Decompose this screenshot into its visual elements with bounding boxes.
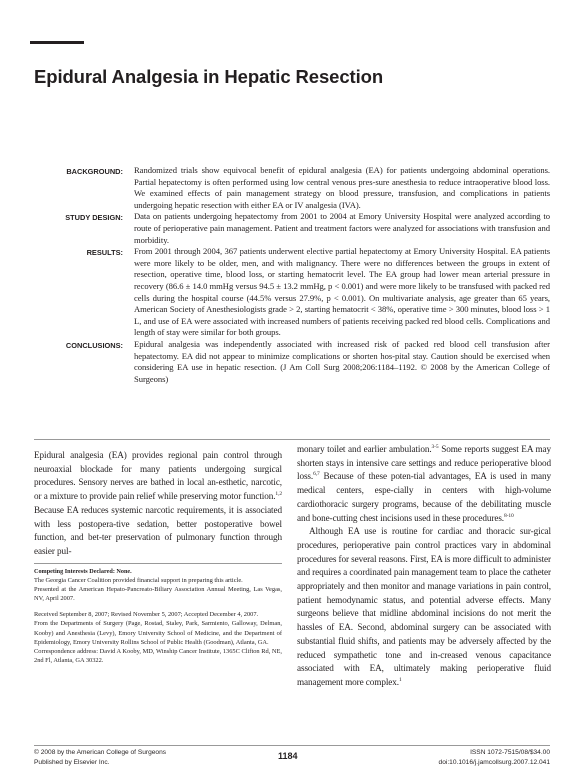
abstract-section-text: From 2001 through 2004, 367 patients underwent elective partial hepatectomy at Emory University Hospital. EA patients were more likely to be older, men, and with malignancy. There were no differences between the groups in extent of resection, operative time, blood loss, or starting hematocrit level. The EA group had lower mean arterial pressure in recovery (86.6 ± 14.0 mmHg versus 94.5 ± 13.2 mmHg, p < 0.001) and were more likely to be transfused with packed red cells during the hospital course (44.5% versus 27.9%, p < 0.001). On multivariate analysis, age greater than 65 years, American Society of Anesthesiologists grade > 2, starting hematocrit < 38%, operative time > 300 minutes, blood loss > 1 L, and use of EA were associated with increased numbers of patients receiving packed red blood cells. Complications and length of stay were similar for both groups. <box>134 246 550 338</box>
article-title: Epidural Analgesia in Hepatic Resection <box>34 66 384 87</box>
presented-note: Presented at the American Hepato-Pancreato-Biliary Association Annual Meeting, Las Vegas, NV, April 2007. <box>34 586 282 603</box>
abstract-section-label: RESULTS: <box>86 247 123 257</box>
body-column-left <box>34 449 282 559</box>
citation-superscript: 3-5 <box>431 443 439 450</box>
citation-superscript: 8-10 <box>504 512 514 519</box>
body-paragraph-2: Although EA use is routine for cardiac and thoracic sur-gical procedures, perioperative pain control practices vary in abdominal procedures for several reasons. First, EA is more difficult to administer and requires a coordinated pain management team to place the catheter appropriately and then monitor and manage variations in pain control, patient hemodynamic status, and potential adverse effects. Many surgeons believe that midline abdominal incisions do not merit the hassles of EA. Second, abdominal surgery can be associated with substantial fluid shifts, and patients may be adversely affected by the reduced sympathetic tone and in-creased venous capacitance associated with EA, ultimately making perioperative fluid management more complex.$^1$ <box>297 526 551 687</box>
citation-superscript: 1,2 <box>275 491 282 498</box>
footer-right <box>439 748 550 767</box>
abstract-section-text: Data on patients undergoing hepatectomy from 2001 to 2004 at Emory University Hospital were analyzed according to route of perioperative pain management. Patient and treatment factors were analyzed for associations with transfusion and morbidity. <box>134 211 550 245</box>
citation-superscript: 1 <box>398 676 402 683</box>
top-decorative-rule <box>30 41 84 44</box>
doi-link[interactable]: doi:10.1016/j.jamcollsurg.2007.12.041 <box>438 758 550 766</box>
footer-left <box>34 748 166 767</box>
abstract <box>34 165 550 385</box>
competing-interests: Competing Interests Declared: None. <box>34 568 132 575</box>
abstract-section <box>34 211 550 246</box>
abstract-section-label: CONCLUSIONS: <box>65 340 123 350</box>
departments-note: From the Departments of Surgery (Page, Rostad, Staley, Park, Sarmiento, Galloway, Delman, Kooby) and Anesthesia (Levy), Emory University School of Medicine, and the Department of Epidemiology, Emory University Rollins School of Public Health (Goodman), Atlanta, GA. <box>34 620 282 646</box>
correspondence-note: Correspondence address: David A Kooby, MD, Winship Cancer Institute, 1365C Clifton Rd, NE, 2nd Fl, Atlanta, GA 30322. <box>34 647 282 664</box>
abstract-section <box>34 246 550 339</box>
received-note: Received September 8, 2007; Revised November 5, 2007; Accepted December 4, 2007. <box>34 611 259 619</box>
abstract-section <box>34 339 550 385</box>
abstract-section-text: Randomized trials show equivocal benefit of epidural analgesia (EA) for patients undergoing abdominal operations. Partial hepatectomy is often performed using low central venous pres-sure anesthesia to reduce intraoperative blood loss. We examined effects of pain management strategy on blood pressure, transfusion, and complications in patients undergoing hepatic resection with either EA or IV analgesia (IVA). <box>134 165 550 210</box>
abstract-section-label: STUDY DESIGN: <box>65 212 123 222</box>
abstract-divider <box>34 439 550 440</box>
abstract-section-text: Epidural analgesia was independently associated with increased risk of packed red blood cell transfusion after hepatectomy. EA did not appear to minimize complications or shorten hos-pital stay. Caution should be exercised when considering EA use in hepatic resection. (J Am Coll Surg 2008;206:1184–1192. © 2008 by the American College of Surgeons) <box>134 338 550 384</box>
issn-text: ISSN 1072-7515/08/$34.00 <box>470 749 550 756</box>
abstract-section <box>34 165 550 211</box>
abstract-section-label: BACKGROUND: <box>66 166 123 176</box>
publisher-text: Published by Elsevier Inc. <box>34 758 110 766</box>
footnotes <box>34 563 282 665</box>
copyright-text: © 2008 by the American College of Surgeons <box>34 749 167 756</box>
footer-divider <box>34 745 550 746</box>
intro-paragraph: Epidural analgesia (EA) provides regional pain control through neuroaxial blockade for many patients undergoing surgical procedures. Sensory nerves are bathed in local an-esthetic, narcotic, or a mixture to provide pain relief while preserving motor function.$^{1,2}$ Because EA reduces systemic narcotic requirements, it is associated with less postopera-tive sedation, better postoperative bowel function, and bet-ter preservation of pulmonary function through easier pul- <box>34 450 282 556</box>
body-paragraph-1: monary toilet and earlier ambulation.$^{3-5}$ Some reports suggest EA may shorten stays in intensive care settings and reduce perioperative blood loss.$^{6,7}$ Because of these poten-tial advantages, EA is used in many medical centers, espe-cially in centers with high-volume cardiothoracic surgery programs, because of the debilitating muscle and bone-cutting chest incisions used in these procedures.$^{8-10}$ <box>297 443 551 523</box>
body-column-right <box>297 443 551 690</box>
citation-superscript: 6,7 <box>313 471 320 478</box>
funding-note: The Georgia Cancer Coalition provided financial support in preparing this article. <box>34 577 243 585</box>
page-number: 1184 <box>278 751 298 761</box>
